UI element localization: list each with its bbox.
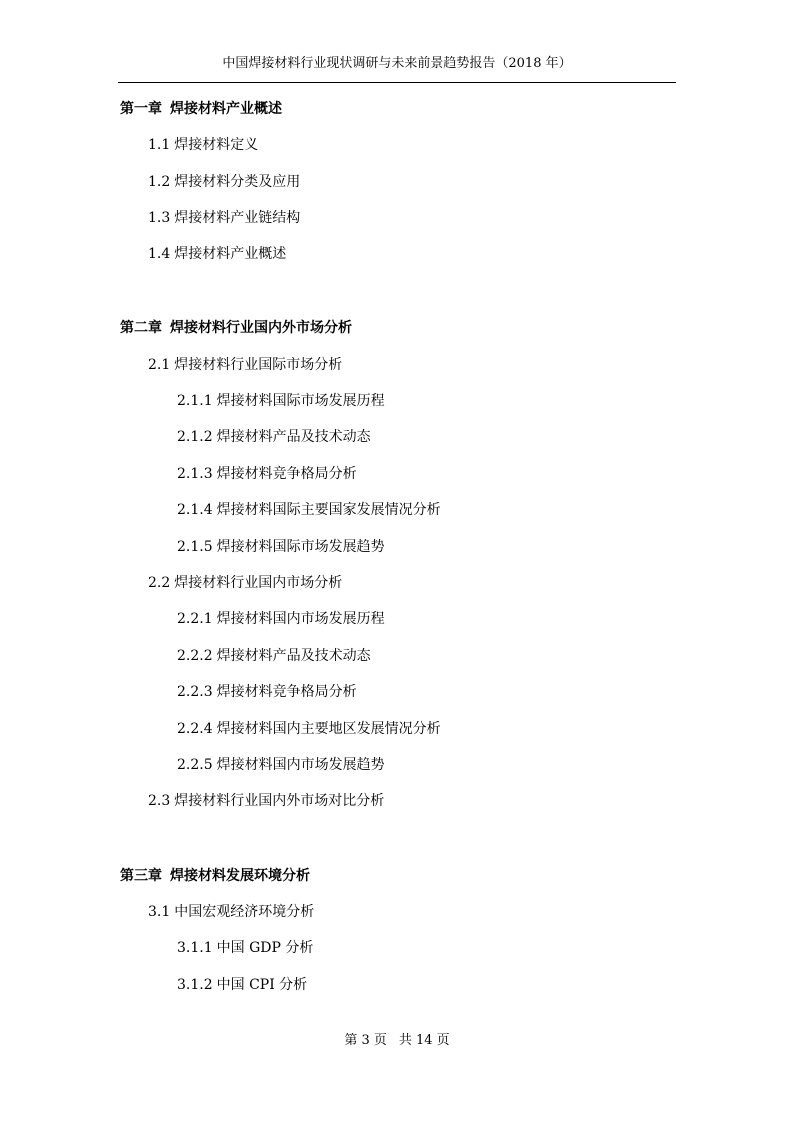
toc-subsection-2-1-5[interactable] <box>177 537 385 557</box>
page-header: 中国焊接材料行业现状调研与未来前景趋势报告（2018 年） <box>222 56 572 71</box>
section-title: 焊接材料定义 <box>174 137 259 153</box>
chapter-title: 焊接材料产业概述 <box>170 101 282 117</box>
toc-section-2-3[interactable] <box>148 791 384 811</box>
chapter-number: 第三章 <box>120 868 162 884</box>
toc-chapter-2[interactable] <box>120 318 352 338</box>
section-title: 焊接材料行业国际市场分析 <box>174 357 343 373</box>
section-number: 2.2 <box>148 575 171 591</box>
subsection-title: 焊接材料国内主要地区发展情况分析 <box>216 721 441 737</box>
toc-chapter-3[interactable] <box>120 866 310 886</box>
subsection-title: 焊接材料竞争格局分析 <box>216 466 357 482</box>
subsection-number: 2.2.5 <box>177 757 213 773</box>
subsection-title: 焊接材料产品及技术动态 <box>216 648 371 664</box>
subsection-title: 中国 CPI 分析 <box>216 977 308 993</box>
chapter-number: 第一章 <box>120 101 162 117</box>
toc-subsection-3-1-2[interactable] <box>177 975 307 995</box>
toc-subsection-2-2-2[interactable] <box>177 646 371 666</box>
toc-section-1-3[interactable] <box>148 208 300 228</box>
subsection-number: 2.2.2 <box>177 648 213 664</box>
page-footer <box>0 1031 794 1051</box>
page-total: 共 14 页 <box>398 1033 450 1048</box>
subsection-number: 2.1.2 <box>177 429 213 445</box>
subsection-title: 焊接材料国内市场发展趋势 <box>216 757 385 773</box>
toc-section-2-2[interactable] <box>148 573 342 593</box>
toc-subsection-2-1-3[interactable] <box>177 464 357 484</box>
toc-section-1-2[interactable] <box>148 172 300 192</box>
toc-subsection-3-1-1[interactable] <box>177 938 313 958</box>
subsection-number: 2.1.5 <box>177 539 213 555</box>
subsection-title: 焊接材料国内市场发展历程 <box>216 611 385 627</box>
subsection-title: 焊接材料国际主要国家发展情况分析 <box>216 502 441 518</box>
subsection-title: 焊接材料竞争格局分析 <box>216 684 357 700</box>
toc-subsection-2-1-4[interactable] <box>177 500 441 520</box>
subsection-number: 2.2.3 <box>177 684 213 700</box>
toc-subsection-2-2-1[interactable] <box>177 609 385 629</box>
section-number: 3.1 <box>148 904 171 920</box>
section-number: 1.2 <box>148 174 171 190</box>
toc-section-3-1[interactable] <box>148 902 314 922</box>
page-number: 第 3 页 <box>344 1033 387 1048</box>
subsection-number: 2.2.1 <box>177 611 213 627</box>
toc-subsection-2-2-4[interactable] <box>177 719 441 739</box>
section-number: 2.3 <box>148 793 171 809</box>
chapter-title: 焊接材料发展环境分析 <box>170 868 310 884</box>
toc-subsection-2-1-2[interactable] <box>177 427 371 447</box>
toc-subsection-2-2-3[interactable] <box>177 682 357 702</box>
toc-section-2-1[interactable] <box>148 355 342 375</box>
subsection-title: 焊接材料国际市场发展历程 <box>216 393 385 409</box>
section-number: 1.1 <box>148 137 171 153</box>
toc-section-1-1[interactable] <box>148 135 258 155</box>
toc-subsection-2-1-1[interactable] <box>177 391 385 411</box>
subsection-number: 2.1.1 <box>177 393 213 409</box>
subsection-number: 2.1.4 <box>177 502 213 518</box>
subsection-title: 焊接材料产品及技术动态 <box>216 429 371 445</box>
subsection-title: 焊接材料国际市场发展趋势 <box>216 539 385 555</box>
toc-section-1-4[interactable] <box>148 244 286 264</box>
chapter-title: 焊接材料行业国内外市场分析 <box>170 320 352 336</box>
section-number: 2.1 <box>148 357 171 373</box>
chapter-number: 第二章 <box>120 320 162 336</box>
subsection-title: 中国 GDP 分析 <box>216 940 314 956</box>
section-title: 中国宏观经济环境分析 <box>174 904 315 920</box>
subsection-number: 3.1.2 <box>177 977 213 993</box>
section-title: 焊接材料行业国内市场分析 <box>174 575 343 591</box>
section-title: 焊接材料产业概述 <box>174 246 287 262</box>
toc-chapter-1[interactable] <box>120 99 282 119</box>
section-title: 焊接材料分类及应用 <box>174 174 301 190</box>
section-number: 1.3 <box>148 210 171 226</box>
subsection-number: 2.1.3 <box>177 466 213 482</box>
subsection-number: 3.1.1 <box>177 940 213 956</box>
section-title: 焊接材料行业国内外市场对比分析 <box>174 793 385 809</box>
header-divider <box>118 82 676 83</box>
section-number: 1.4 <box>148 246 171 262</box>
section-title: 焊接材料产业链结构 <box>174 210 301 226</box>
subsection-number: 2.2.4 <box>177 721 213 737</box>
toc-subsection-2-2-5[interactable] <box>177 755 385 775</box>
